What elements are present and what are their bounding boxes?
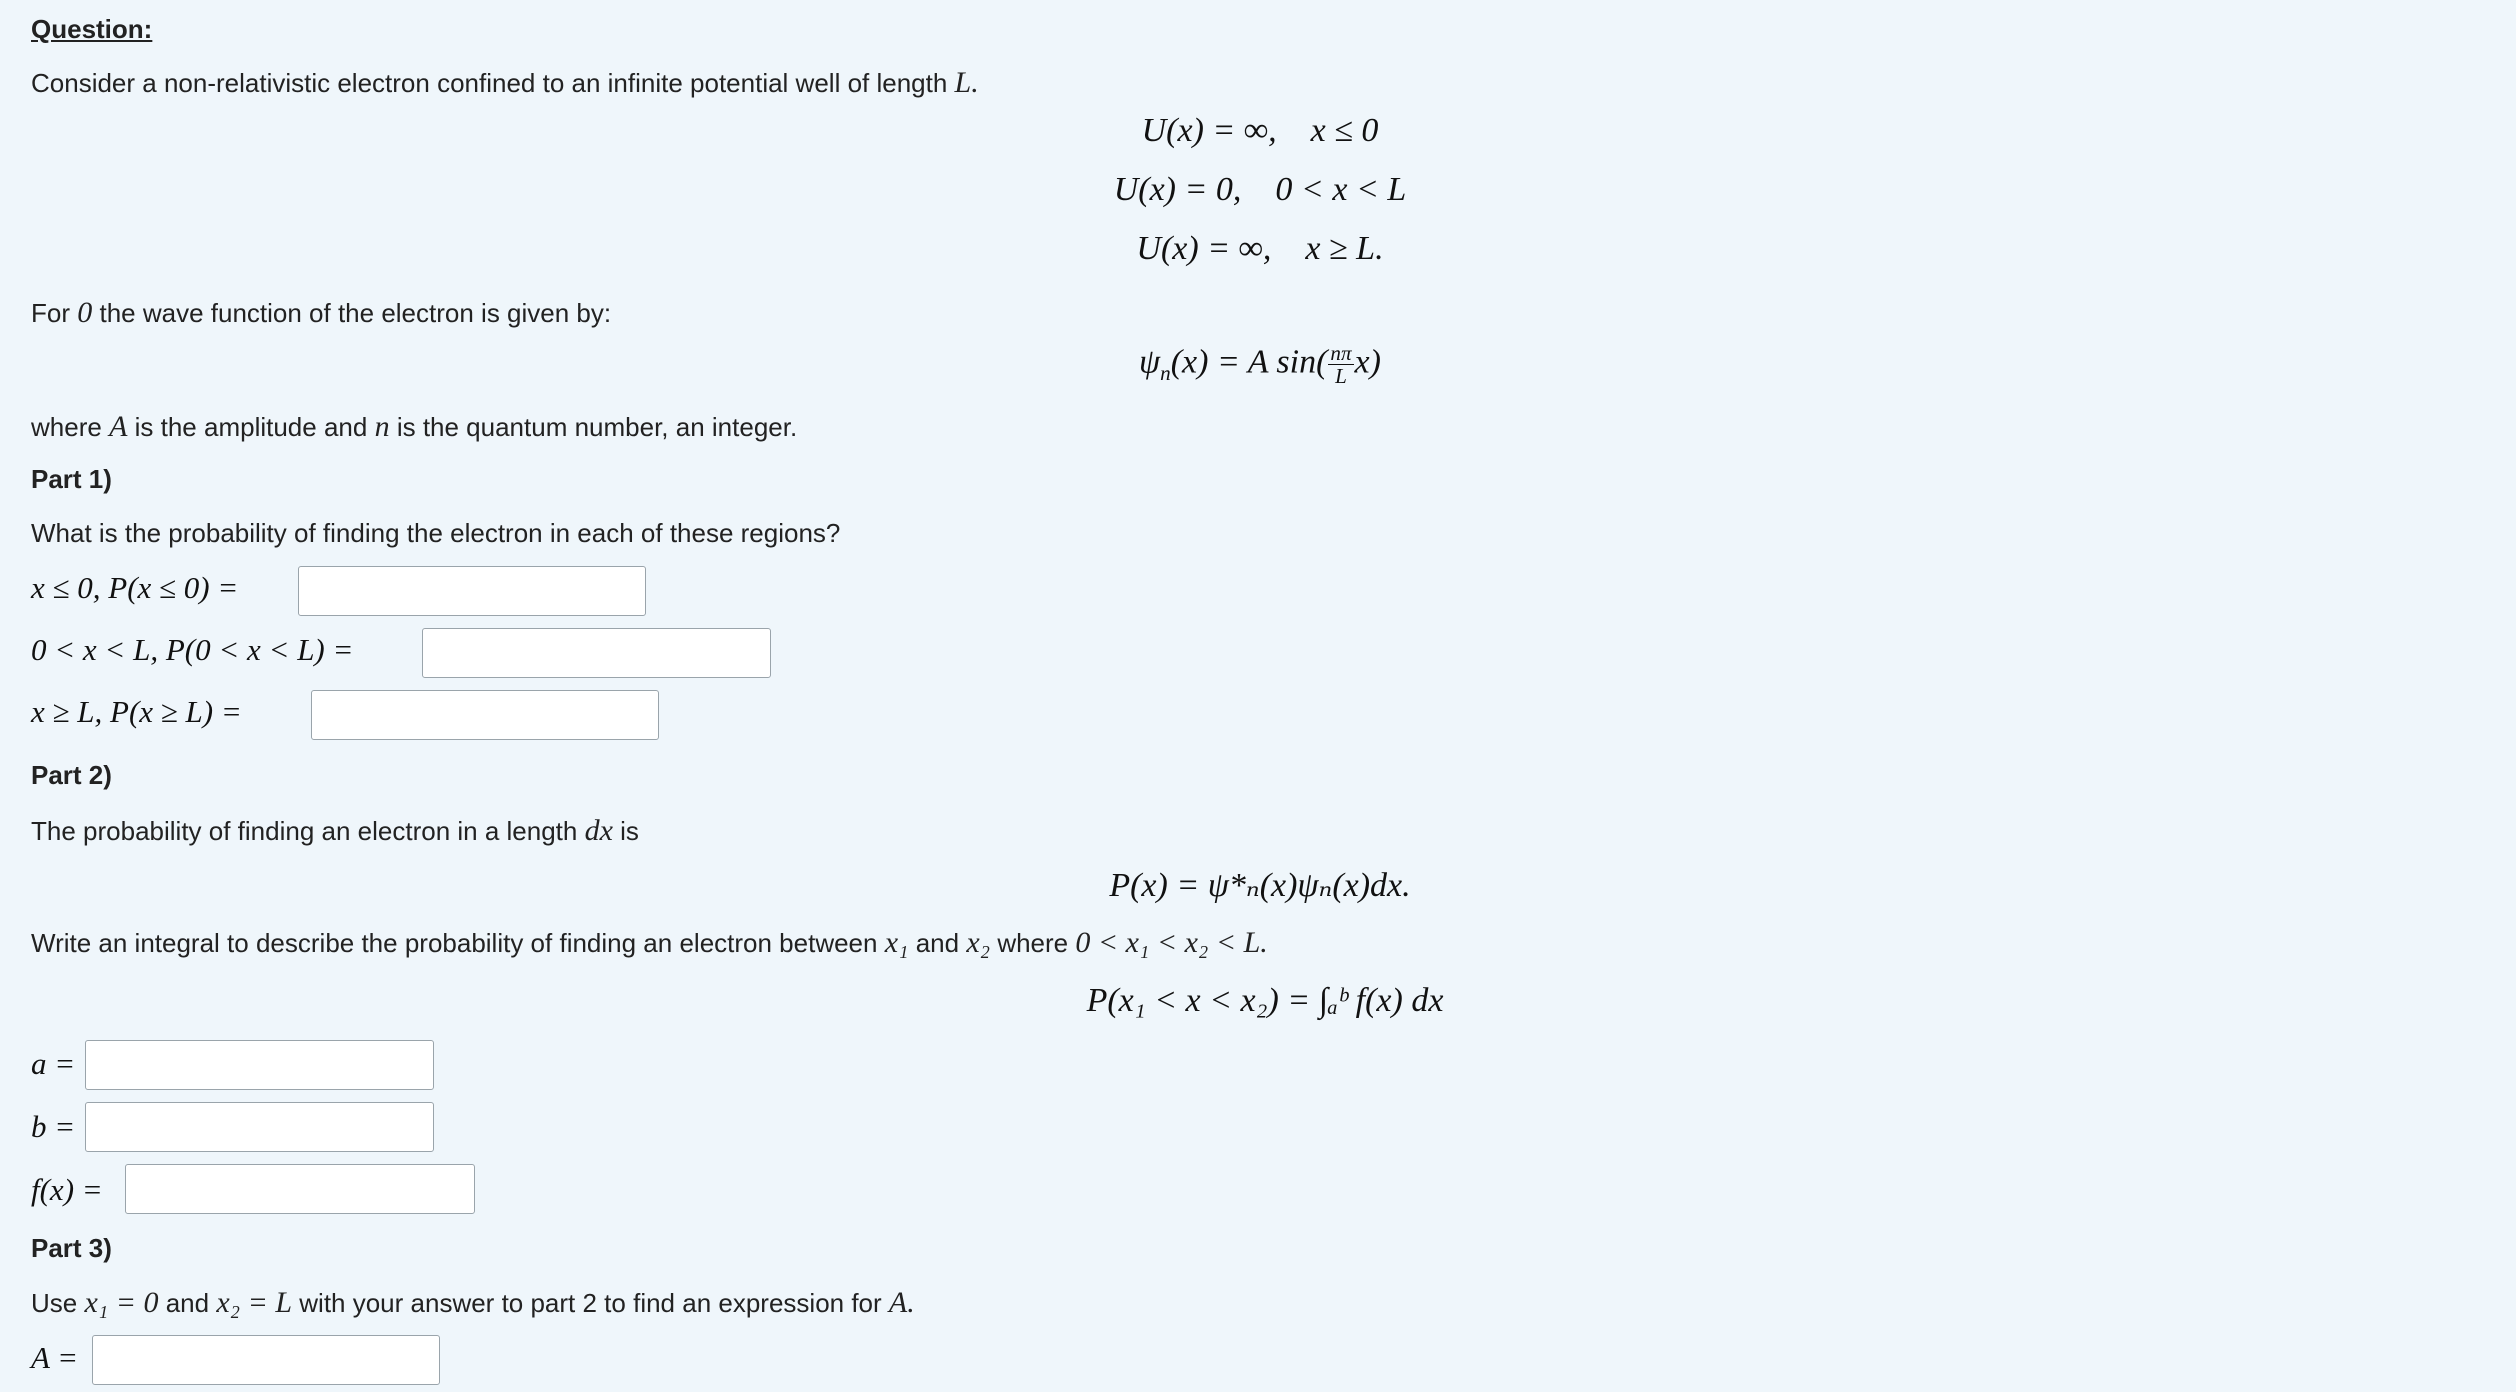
integral-and: and: [915, 928, 960, 958]
part2-prompt-pre: The probability of finding an electron in a length: [31, 816, 578, 846]
where-mid: is the amplitude and: [134, 412, 368, 442]
part3-prompt-var2: x₂ = L: [216, 1286, 293, 1319]
where-line: [31, 410, 797, 444]
part1-prob-x-le-0-input[interactable]: [298, 566, 646, 616]
potential-eq-1: [1080, 112, 1440, 150]
part2-prompt-post: is: [620, 816, 639, 846]
part1-prompt: What is the probability of finding the electron in each of these regions?: [31, 518, 841, 548]
potential-eq-2-rhs: 0 < x < L: [1275, 171, 1407, 208]
probability-density-eq: [1030, 865, 1490, 905]
potential-eq-3-lhs: U(x) = ∞,: [1136, 230, 1272, 267]
part2-prompt-var: dx: [584, 814, 613, 847]
part3-prompt-var1: x₁ = 0: [84, 1286, 159, 1319]
integral-eq-text: P(x₁ < x < x₂) = ∫ₐᵇ f(x) dx: [1086, 982, 1444, 1019]
part2-fx-label: f(x) =: [31, 1172, 103, 1207]
part3-prompt-post: with your answer to part 2 to find an expression for: [299, 1288, 882, 1318]
wave-eq-sub: n: [1160, 361, 1171, 386]
question-heading: Question:: [31, 14, 153, 44]
wave-intro-var: 0: [77, 296, 93, 329]
part3-prompt-var3: A.: [888, 1286, 915, 1319]
integral-eq: [1000, 982, 1530, 1020]
part1-row1-label: x ≤ 0, P(x ≤ 0) =: [31, 570, 239, 605]
prob-eq-text: P(x) = ψ*ₙ(x)ψₙ(x)dx.: [1109, 867, 1411, 904]
integral-pre: Write an integral to describe the probability of finding an electron between: [31, 928, 878, 958]
question-intro: [31, 66, 979, 100]
potential-eq-1-lhs: U(x) = ∞,: [1141, 112, 1277, 149]
integral-var1: x₁: [884, 926, 909, 959]
part2-b-label: b =: [31, 1109, 76, 1144]
intro-text: Consider a non-relativistic electron confined to an infinite potential well of length: [31, 68, 948, 98]
part1-prob-inside-input[interactable]: [422, 628, 771, 678]
integral-cond: 0 < x₁ < x₂ < L.: [1075, 926, 1268, 959]
part2-fx-input[interactable]: [125, 1164, 475, 1214]
wave-intro-pre: For: [31, 298, 70, 328]
part3-A-input[interactable]: [92, 1335, 440, 1385]
wave-eq-fraction: [1328, 342, 1353, 387]
integral-where: where: [997, 928, 1069, 958]
wave-function-eq: [1080, 342, 1440, 387]
wave-intro: [31, 296, 611, 330]
potential-eq-2-lhs: U(x) = 0,: [1113, 171, 1242, 208]
wave-eq-den: L: [1335, 364, 1347, 389]
part3-prompt-pre: Use: [31, 1288, 78, 1318]
intro-var: L.: [954, 66, 979, 99]
part2-b-input[interactable]: [85, 1102, 434, 1152]
wave-intro-post: the wave function of the electron is given by:: [99, 298, 612, 328]
part3-A-label: A =: [31, 1340, 79, 1375]
wave-eq-end: x): [1354, 343, 1381, 381]
where-var-a: A: [109, 410, 128, 443]
where-post: is the quantum number, an integer.: [396, 412, 798, 442]
part3-prompt-and: and: [165, 1288, 210, 1318]
wave-eq-num: nπ: [1330, 341, 1352, 365]
part3-prompt: [31, 1286, 915, 1320]
part1-row3-label: x ≥ L, P(x ≥ L) =: [31, 694, 242, 729]
part2-a-input[interactable]: [85, 1040, 434, 1090]
part2-heading: Part 2): [31, 760, 112, 790]
potential-eq-1-rhs: x ≤ 0: [1310, 112, 1379, 149]
part2-prompt: [31, 814, 639, 848]
potential-eq-3-rhs: x ≥ L.: [1305, 230, 1384, 267]
wave-eq-mid: (x) = A sin(: [1170, 343, 1328, 381]
part1-prob-x-ge-L-input[interactable]: [311, 690, 659, 740]
part3-heading: Part 3): [31, 1233, 112, 1263]
integral-var2: x₂: [966, 926, 991, 959]
where-var-n: n: [374, 410, 390, 443]
part1-row2-label: 0 < x < L, P(0 < x < L) =: [31, 632, 354, 667]
part1-heading: Part 1): [31, 464, 112, 494]
potential-eq-2: [1080, 171, 1440, 209]
potential-eq-3: [1080, 230, 1440, 268]
where-pre: where: [31, 412, 102, 442]
wave-eq-lhs: ψ: [1139, 343, 1161, 381]
part2-a-label: a =: [31, 1046, 76, 1081]
part2-integral-prompt: [31, 926, 1268, 960]
